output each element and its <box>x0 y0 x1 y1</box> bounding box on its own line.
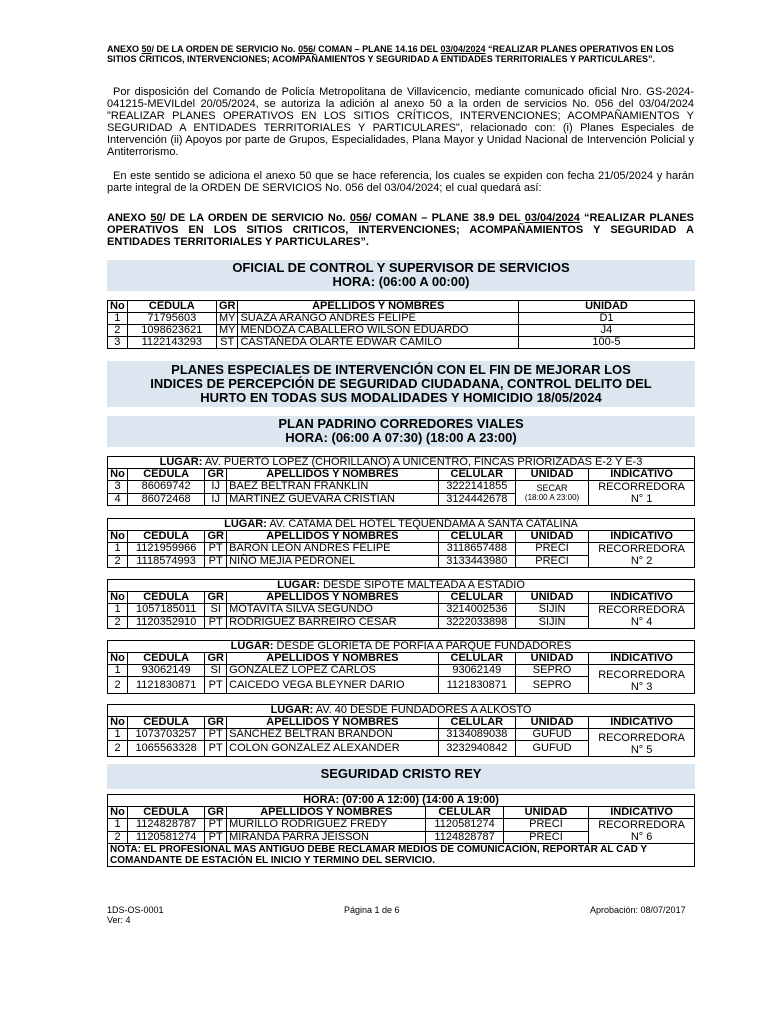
column-header: UNIDAD <box>515 531 588 543</box>
column-header: INDICATIVO <box>589 807 695 819</box>
column-header: CELULAR <box>438 531 515 543</box>
table-row: 2 1120581274 PT MIRANDA PARRA JEISSON 1124828787 PRECI <box>108 831 695 844</box>
footer-code <box>107 905 164 925</box>
table-oficial-control <box>107 300 695 349</box>
column-header: INDICATIVO <box>589 469 695 481</box>
column-header: GR <box>205 717 227 729</box>
cell-nombre: CASTAÑEDA OLARTE EDWAR CAMILO <box>238 337 519 349</box>
cell-unidad: D1 <box>518 313 694 325</box>
column-header: CEDULA <box>128 653 205 665</box>
column-header: No <box>108 653 128 665</box>
table-row: 1 93062149 SI GONZALEZ LOPEZ CARLOS 93062149 SEPRO RECORREDORA N° 3 <box>108 665 695 677</box>
band-title: PLAN PADRINO CORREDORES VIALES <box>278 416 524 431</box>
column-header: APELLIDOS Y NOMBRES <box>227 653 439 665</box>
column-header: APELLIDOS Y NOMBRES <box>227 717 439 729</box>
column-header: CEDULA <box>127 301 216 313</box>
form-version: Ver: 4 <box>107 915 131 925</box>
column-header: No <box>108 717 128 729</box>
intro-paragraph-1: Por disposición del Comando de Policía Metropolitana de Villavicencio, mediante comunicado oficial Nro. GS-2024-041215-MEVILdel 20/05/2024, se autoriza la adición al anexo 50 a la orden de servicios No. 056 del 03/04/2024 "REALIZAR PLANES OPERATIVOS EN LOS SITIOS CRÍTICOS, INTERVENCIONES; ACOMPAÑAMIENTOS Y SEGURIDAD A ENTIDADES TERRITORIALES Y PARTICULARES", relacionado con: (i) Planes Especiales de Intervención (ii) Apoyos por parte de Grupos, Especialidades, Plana Mayor y Unidad Nacional de Intervención Policial y Antiterrorismo. <box>107 86 694 158</box>
table-row: 1 1121959966 PT BARON LEON ANDRES FELIPE 3118657488 PRECI RECORREDORA N° 2 <box>108 543 695 556</box>
table-row: 1 1073703257 PT SANCHEZ BELTRAN BRANDON 3134089038 GUFUD RECORREDORA N° 5 <box>108 729 695 741</box>
table-row: 2 1121830871 PT CAICEDO VEGA BLEYNER DARIO 1121830871 SEPRO <box>108 677 695 694</box>
column-header: No <box>108 807 128 819</box>
column-header: APELLIDOS Y NOMBRES <box>227 469 439 481</box>
column-header: CELULAR <box>438 653 515 665</box>
cell-cedula: 71795603 <box>127 313 216 325</box>
section-band-oficial-control <box>107 260 695 291</box>
column-header: CEDULA <box>128 531 205 543</box>
table-row: 2 1065563328 PT COLON GONZALEZ ALEXANDER 3232940842 GUFUD <box>108 741 695 757</box>
column-header: INDICATIVO <box>589 653 695 665</box>
table-lugar-5 <box>107 704 695 757</box>
column-header: UNIDAD <box>515 592 588 604</box>
section-band-plan-padrino <box>107 416 695 447</box>
column-header: APELLIDOS Y NOMBRES <box>227 592 439 604</box>
column-header: UNIDAD <box>515 717 588 729</box>
cell-cedula: 1098623621 <box>127 325 216 337</box>
band-line: INDICES DE PERCEPCIÓN DE SEGURIDAD CIUDADANA, CONTROL DELITO DEL <box>150 376 652 391</box>
column-header: CEDULA <box>128 469 205 481</box>
column-header: INDICATIVO <box>589 592 695 604</box>
column-header: CELULAR <box>438 717 515 729</box>
intro-section <box>107 86 694 194</box>
cell-cedula: 1122143293 <box>127 337 216 349</box>
column-header: CELULAR <box>438 592 515 604</box>
band-title: OFICIAL DE CONTROL Y SUPERVISOR DE SERVICIOS <box>232 260 570 275</box>
table-row: 1 1124828787 PT MURILLO RODRIGUEZ FREDY 1120581274 PRECI RECORREDORA N° 6 <box>108 819 695 832</box>
column-header: No <box>108 469 128 481</box>
lugar-row: LUGAR: AV. PUERTO LOPEZ (CHORILLANO) A UNICENTRO, FINCAS PRIORIZADAS E-2 Y E-3 <box>108 457 695 469</box>
table-cristo-rey <box>107 794 695 867</box>
cell-indicativo: RECORREDORA N° 4 <box>589 604 695 629</box>
approval-date: Aprobación: 08/07/2017 <box>590 905 686 915</box>
form-code: 1DS-OS-0001 <box>107 905 164 915</box>
band-hora: HORA: (06:00 A 07:30) (18:00 A 23:00) <box>285 430 517 445</box>
column-header: CELULAR <box>426 807 503 819</box>
cell-unidad: SECAR (18:00 A 23:00) <box>515 481 588 506</box>
cell-no: 2 <box>108 325 128 337</box>
column-header: CEDULA <box>128 592 205 604</box>
table-row: 2 1120352910 PT RODRIGUEZ BARREIRO CESAR 3222033898 SIJIN <box>108 616 695 629</box>
table-lugar-3 <box>107 579 695 629</box>
column-header: GR <box>205 653 227 665</box>
cell-indicativo: RECORREDORA N° 1 <box>589 481 695 506</box>
cell-unidad: J4 <box>518 325 694 337</box>
cell-no: 1 <box>108 313 128 325</box>
column-header: CELULAR <box>438 469 515 481</box>
column-header: CEDULA <box>128 717 205 729</box>
lugar-row: LUGAR: AV. 40 DESDE FUNDADORES A ALKOSTO <box>108 705 695 717</box>
column-header: GR <box>205 469 227 481</box>
cell-indicativo: RECORREDORA N° 2 <box>589 543 695 568</box>
anexo-title: ANEXO 50/ DE LA ORDEN DE SERVICIO No. 056/ COMAN – PLANE 38.9 DEL 03/04/2024 “REALIZAR PLANES OPERATIVOS EN LOS SITIOS CRITICOS, INTERVENCIONES; ACOMPAÑAMIENTOS Y SEGURIDAD A ENTIDADES TERRITORIALES Y PARTICULARES”. <box>107 212 694 248</box>
band-title: SEGURIDAD CRISTO REY <box>320 766 482 781</box>
table-row: 3 86069742 IJ BAEZ BELTRAN FRANKLIN 3222141855 SECAR (18:00 A 23:00) RECORREDORA N° 1 <box>108 481 695 494</box>
column-header: UNIDAD <box>503 807 588 819</box>
intro-paragraph-2: En este sentido se adiciona el anexo 50 que se hace referencia, los cuales se expiden con fecha 21/05/2024 y harán parte integral de la ORDEN DE SERVICIOS No. 056 del 03/04/2024; el cual quedará así: <box>107 170 694 194</box>
cell-indicativo: RECORREDORA N° 6 <box>589 819 695 844</box>
cell-grado: MY <box>216 325 238 337</box>
cell-indicativo: RECORREDORA N° 3 <box>589 665 695 694</box>
column-header: No <box>108 301 128 313</box>
cell-grado: MY <box>216 313 238 325</box>
column-header: GR <box>216 301 238 313</box>
hora-row: HORA: (07:00 A 12:00) (14:00 A 19:00) <box>108 795 695 807</box>
table-row: 1 1057185011 SI MOTAVITA SILVA SEGUNDO 3214002536 SIJIN RECORREDORA N° 4 <box>108 604 695 617</box>
band-line: PLANES ESPECIALES DE INTERVENCIÓN CON EL FIN DE MEJORAR LOS <box>171 362 631 377</box>
cell-unidad: 100-5 <box>518 337 694 349</box>
lugar-row: LUGAR: DESDE SIPOTE MALTEADA A ESTADIO <box>108 580 695 592</box>
cell-nombre: SUAZA ARANGO ANDRES FELIPE <box>238 313 519 325</box>
cell-indicativo: RECORREDORA N° 5 <box>589 729 695 757</box>
column-header: No <box>108 531 128 543</box>
column-header: UNIDAD <box>515 469 588 481</box>
table-lugar-1 <box>107 456 695 506</box>
column-header: INDICATIVO <box>589 717 695 729</box>
column-header: INDICATIVO <box>589 531 695 543</box>
column-header: APELLIDOS Y NOMBRES <box>238 301 519 313</box>
column-header: CEDULA <box>128 807 205 819</box>
lugar-row: LUGAR: DESDE GLORIETA DE PORFIA A PARQUE FUNDADORES <box>108 641 695 653</box>
cell-nombre: MENDOZA CABALLERO WILSON EDUARDO <box>238 325 519 337</box>
column-header: UNIDAD <box>518 301 694 313</box>
lugar-row: LUGAR: AV. CATAMA DEL HOTEL TEQUENDAMA A SANTA CATALINA <box>108 519 695 531</box>
band-line: HURTO EN TODAS SUS MODALIDADES Y HOMICIDIO 18/05/2024 <box>200 390 602 405</box>
nota-row: NOTA: EL PROFESIONAL MAS ANTIGUO DEBE RECLAMAR MEDIOS DE COMUNICACIÓN, REPORTAR AL CAD Y COMANDANTE DE ESTACIÓN EL INICIO Y TERMINO DEL SERVICIO. <box>108 844 695 867</box>
cell-no: 3 <box>108 337 128 349</box>
column-header: APELLIDOS Y NOMBRES <box>227 807 426 819</box>
column-header: No <box>108 592 128 604</box>
table-row <box>108 337 695 349</box>
document-header: ANEXO 50/ DE LA ORDEN DE SERVICIO No. 056/ COMAN – PLANE 14.16 DEL 03/04/2024 “REALIZAR PLANES OPERATIVOS EN LOS SITIOS CRITICOS, INTERVENCIONES; ACOMPAÑAMIENTOS Y SEGURIDAD A ENTIDADES TERRITORIALES Y PARTICULARES”. <box>107 44 674 64</box>
column-header: GR <box>205 592 227 604</box>
table-lugar-2 <box>107 518 695 568</box>
column-header: GR <box>205 807 227 819</box>
column-header: APELLIDOS Y NOMBRES <box>227 531 439 543</box>
page-number: Página 1 de 6 <box>344 905 400 915</box>
column-header: UNIDAD <box>515 653 588 665</box>
cell-grado: ST <box>216 337 238 349</box>
table-row <box>108 325 695 337</box>
table-row: 4 86072468 IJ MARTINEZ GUEVARA CRISTIAN 3124442678 <box>108 493 695 506</box>
band-hora: HORA: (06:00 A 00:00) <box>332 274 470 289</box>
column-header: GR <box>205 531 227 543</box>
table-row <box>108 313 695 325</box>
section-band-planes-especiales <box>107 361 695 407</box>
section-band-cristo-rey <box>107 764 695 789</box>
table-row: 2 1118574993 PT NIÑO MEJIA PEDRONEL 3133443980 PRECI <box>108 555 695 568</box>
table-lugar-4 <box>107 640 695 694</box>
